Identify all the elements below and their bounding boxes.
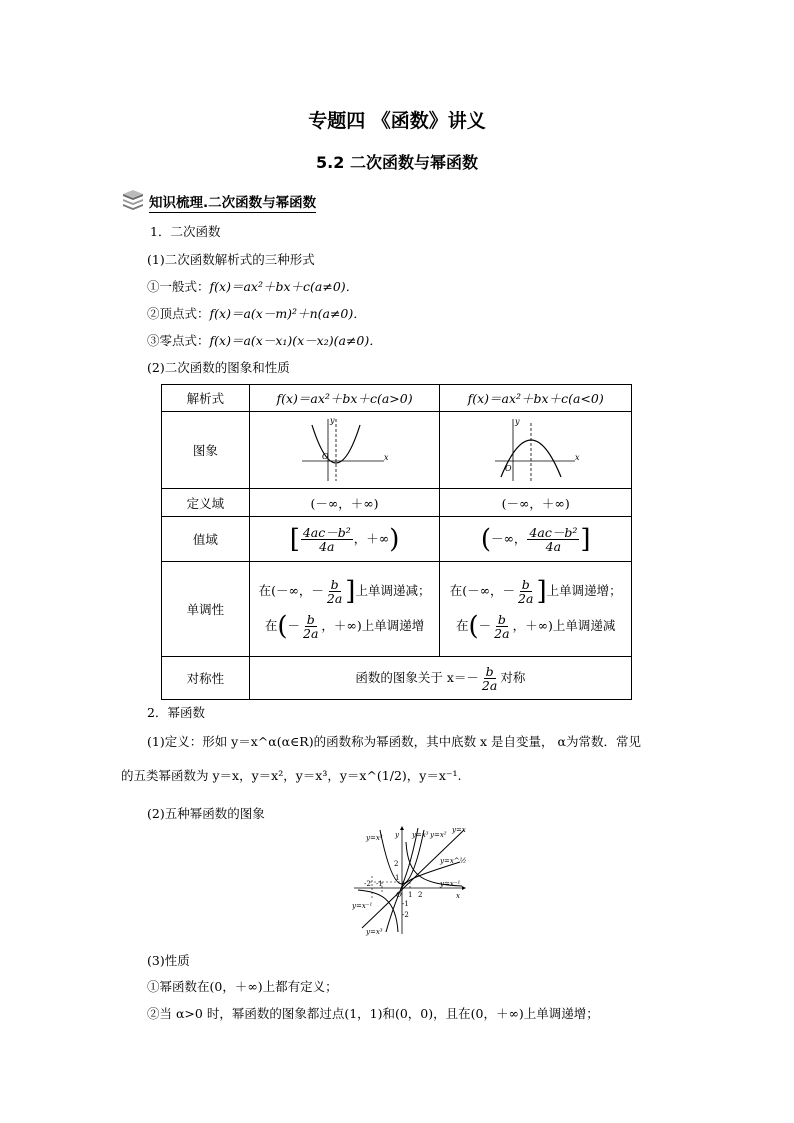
power-definition-line1: (1)定义：形如 y＝x^α(α∈R)的函数称为幂函数，其中底数 x 是自变量， α为常数．常见 (147, 734, 641, 749)
form-general (147, 277, 358, 295)
svg-text:x: x (574, 452, 580, 462)
svg-text:O: O (396, 891, 402, 899)
graph-downward-parabola (440, 412, 632, 489)
subheading-graph-properties: (2)二次函数的图象和性质 (147, 360, 290, 375)
row-label-domain: 定义域 (162, 489, 250, 517)
table-row (162, 562, 632, 657)
svg-text:y: y (514, 416, 520, 426)
power-functions-graph (352, 822, 478, 938)
table-row (162, 489, 632, 517)
col-a-positive: f(x)＝ax²＋bx＋c(a>0) (249, 385, 440, 412)
svg-text:2: 2 (418, 891, 423, 899)
domain-a-negative: (－∞，＋∞) (440, 489, 632, 517)
subheading-forms: (1)二次函数解析式的三种形式 (147, 252, 315, 267)
svg-text:-1: -1 (402, 900, 409, 908)
col-a-negative: f(x)＝ax²＋bx＋c(a<0) (440, 385, 632, 412)
svg-text:y: y (329, 415, 335, 425)
svg-text:x: x (456, 892, 460, 900)
row-label-graph: 图象 (162, 412, 250, 489)
form-zero-expr: f(x)＝a(x－x₁)(x－x₂)(a≠0)． (209, 333, 382, 348)
table-header: 解析式 (162, 385, 250, 412)
svg-text:y=x³: y=x³ (366, 928, 383, 936)
range-a-positive: [ $\frac{\text{4ac－b²}}{4a}$ ，＋∞) (249, 517, 440, 562)
power-definition-line2: 的五类幂函数为 y＝x，y＝x²，y＝x³，y＝x^(1/2)，y＝x⁻¹. (121, 768, 462, 783)
property-2: ②当 α>0 时，幂函数的图象都过点(1，1)和(0，0)，且在(0，＋∞)上单调递增； (147, 1006, 599, 1021)
svg-text:y=x⁻¹: y=x⁻¹ (352, 902, 373, 910)
form-general-label: ①一般式： (147, 279, 210, 294)
form-vertex-label: ②顶点式： (147, 306, 210, 321)
svg-text:y=x²: y=x² (366, 834, 383, 842)
svg-text:y: y (395, 831, 399, 839)
heading-power: 2．幂函数 (147, 705, 205, 720)
property-1: ①幂函数在(0，＋∞)上都有定义； (147, 979, 338, 994)
subheading-power-graphs: (2)五种幂函数的图象 (147, 806, 265, 821)
graph-upward-parabola (249, 412, 440, 489)
svg-text:y=x⁻¹: y=x⁻¹ (440, 880, 461, 888)
domain-a-positive: (－∞，＋∞) (249, 489, 440, 517)
svg-text:1: 1 (408, 891, 413, 899)
svg-text:O: O (504, 463, 512, 473)
range-a-negative: (－∞， $\frac{\text{4ac－b²}}{4a}$ ] (440, 517, 632, 562)
table-row (162, 657, 632, 700)
downward-parabola-graph (491, 415, 581, 483)
books-icon (121, 190, 145, 210)
svg-text:x: x (383, 452, 389, 462)
svg-text:-1: -1 (376, 880, 383, 888)
form-vertex-expr: f(x)＝a(x－m)²＋n(a≠0)． (209, 306, 366, 321)
mono-a-positive: 在(－∞，－ $\frac{b}{2a}$ ]上单调递减； 在(－ $\frac{b}{2a}$ ，＋∞)上单调递增 (249, 562, 440, 657)
row-label-symmetry: 对称性 (162, 657, 250, 700)
svg-text:y=x²: y=x² (430, 831, 447, 839)
heading-quadratic: 1．二次函数 (150, 224, 221, 239)
svg-text:1: 1 (395, 874, 400, 882)
form-zero-label: ③零点式： (147, 333, 210, 348)
svg-text:y=x: y=x (452, 826, 466, 834)
svg-text:-2: -2 (402, 911, 409, 919)
subheading-properties: (3)性质 (147, 953, 190, 968)
svg-text:y=x³: y=x³ (412, 831, 429, 839)
svg-text:2: 2 (394, 860, 399, 868)
form-zero (147, 331, 382, 349)
svg-text:O: O (321, 451, 329, 461)
quadratic-table (161, 384, 632, 700)
section-title: 知识梳理.二次函数与幂函数 (149, 191, 316, 213)
table-row (162, 385, 632, 412)
page-subtitle: 5.2 二次函数与幂函数 (316, 153, 478, 172)
upward-parabola-graph (300, 415, 390, 483)
symmetry-value: 函数的图象关于 x＝－ $\frac{b}{2a}$ 对称 (249, 657, 631, 700)
row-label-range: 值域 (162, 517, 250, 562)
page-title: 专题四 《函数》讲义 (308, 110, 486, 132)
svg-text:-2: -2 (364, 880, 371, 888)
mono-a-negative: 在(－∞，－ $\frac{b}{2a}$ ]上单调递增； 在(－ $\frac{b}{2a}$ ，＋∞)上单调递减 (440, 562, 632, 657)
table-row (162, 517, 632, 562)
table-row (162, 412, 632, 489)
row-label-monotonicity: 单调性 (162, 562, 250, 657)
svg-text:y=x^½: y=x^½ (440, 857, 467, 865)
form-vertex (147, 304, 366, 322)
form-general-expr: f(x)＝ax²＋bx＋c(a≠0)． (209, 279, 359, 294)
